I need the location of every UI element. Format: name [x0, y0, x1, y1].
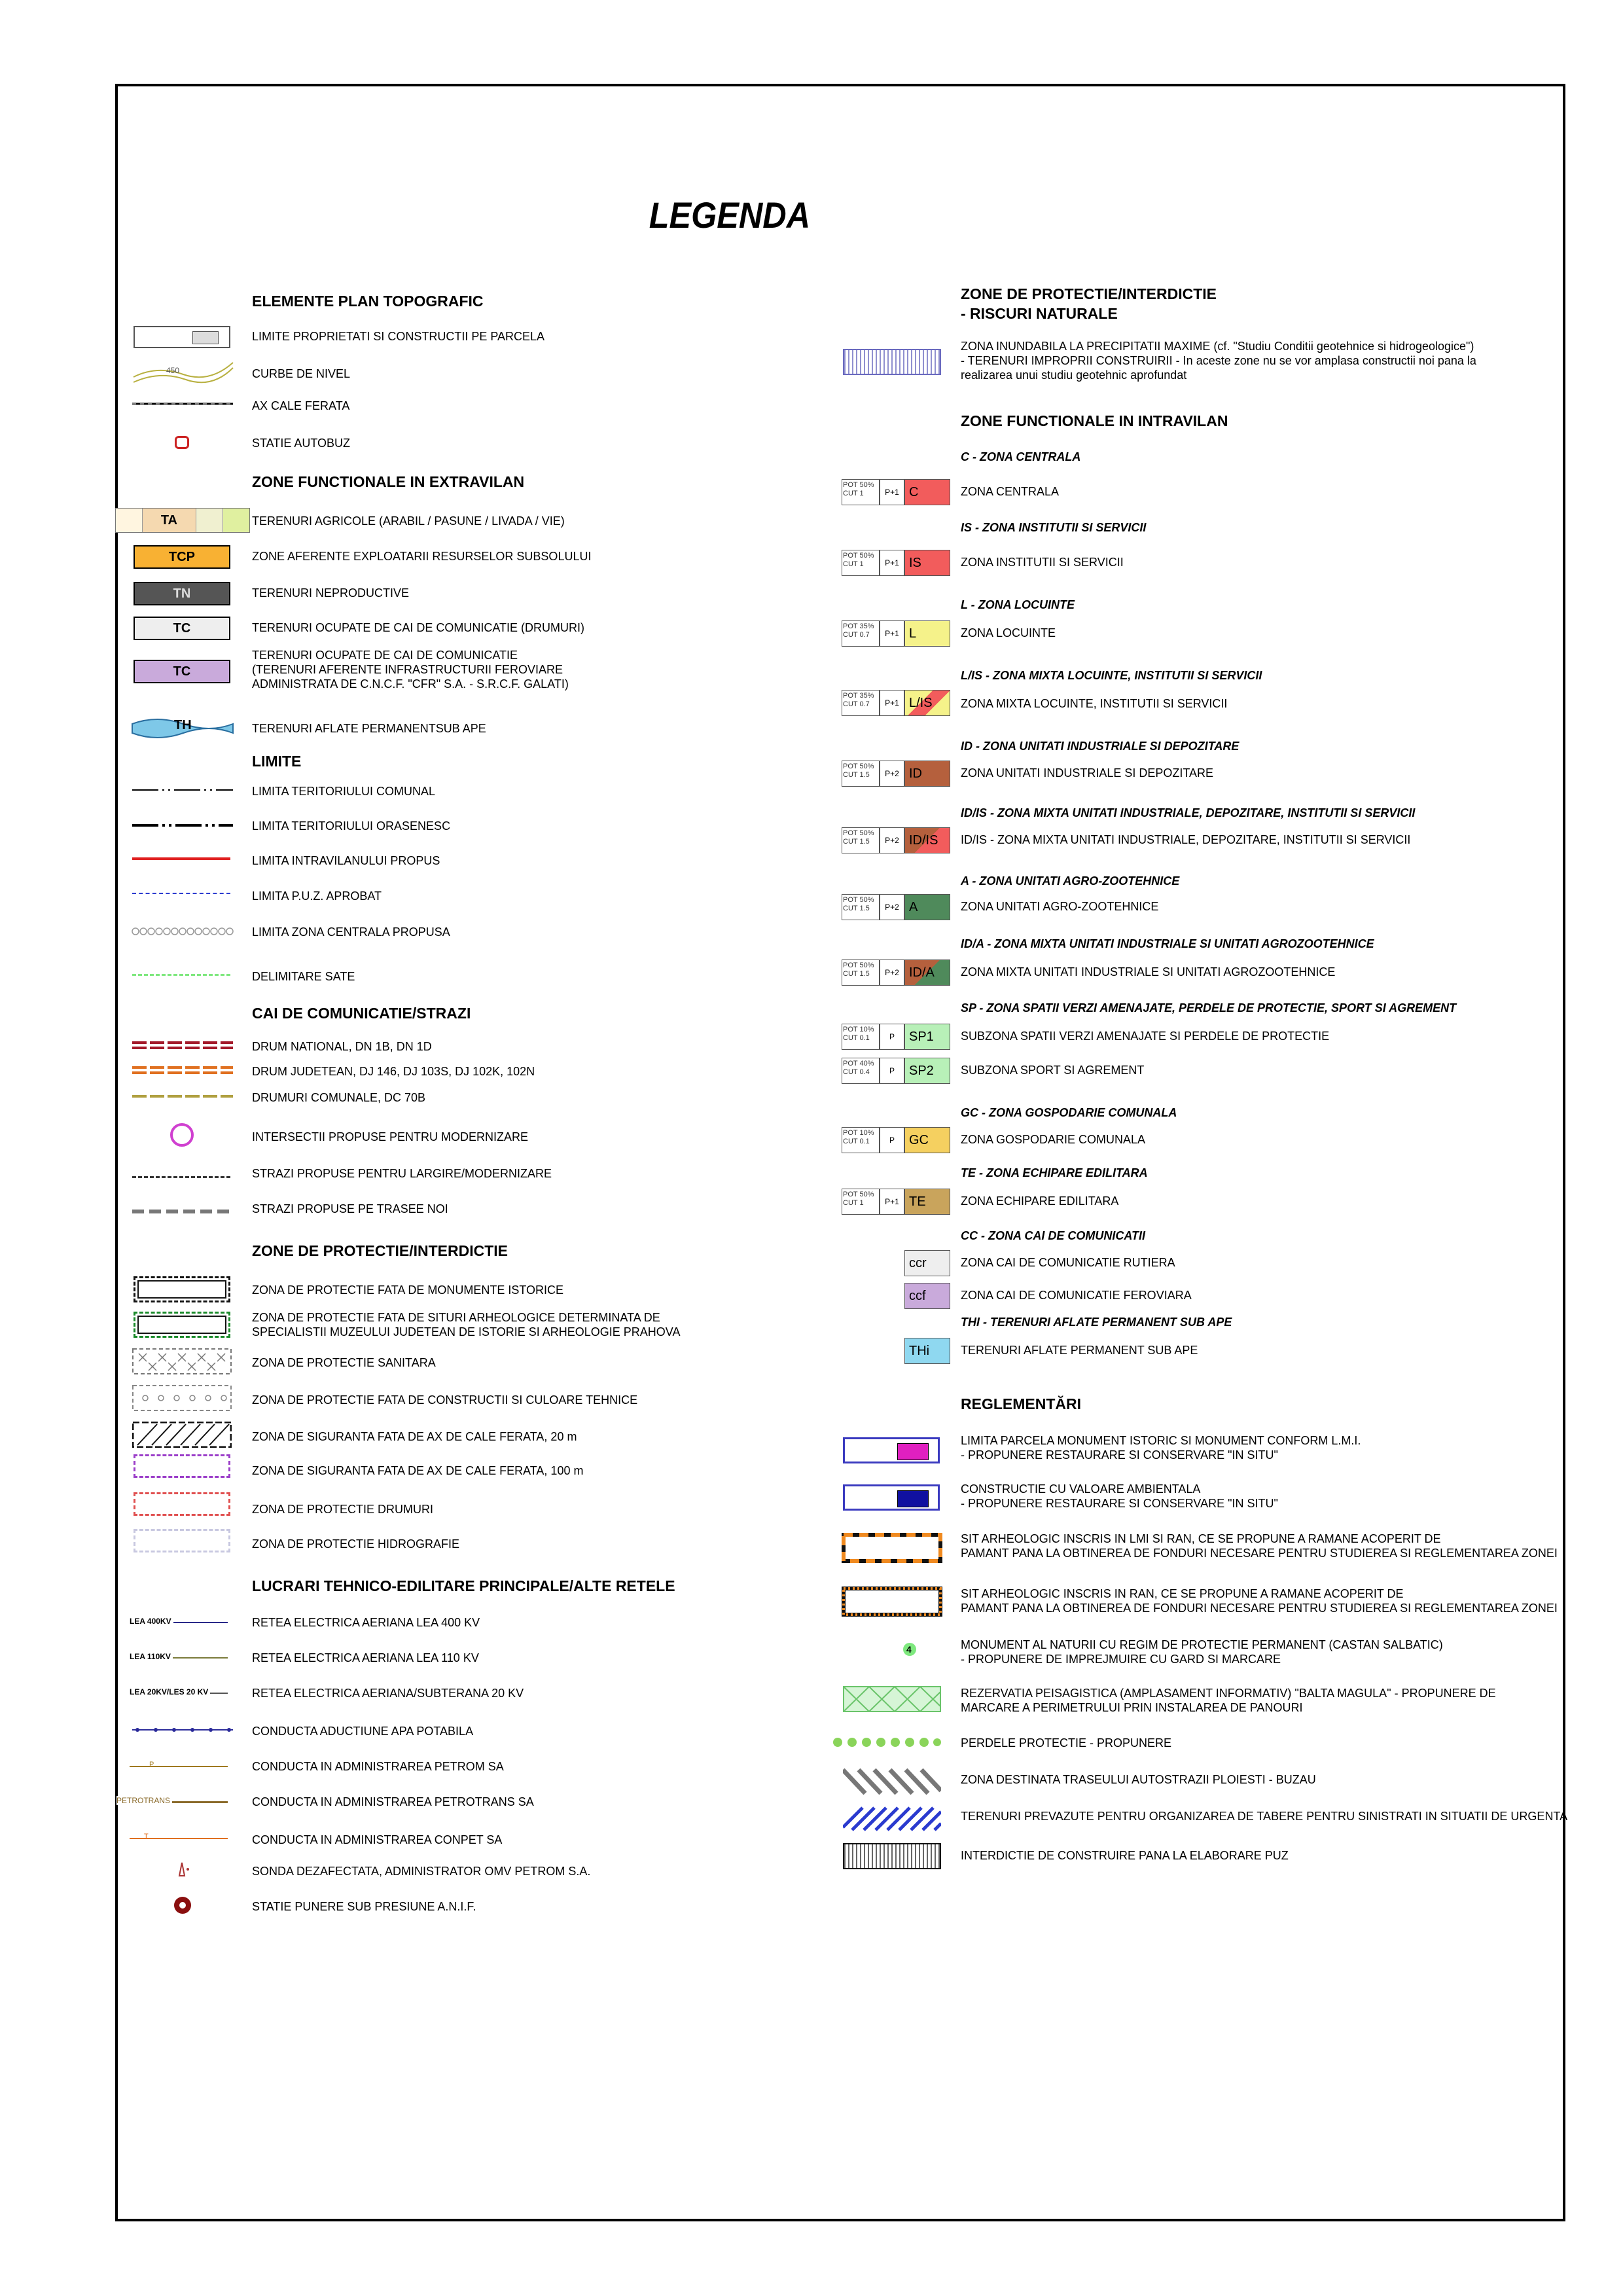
zone-code: L [904, 620, 950, 647]
contour-lines-symbol [131, 359, 236, 385]
reglementari-label: SIT ARHEOLOGIC INSCRIS IN LMI SI RAN, CE SE PROPUNE A RAMANE ACOPERIT DE PAMANT PANA LA OBTINEREA DE FONDURI NECESARE PENTRU STUDIEREA SI REGLEMENTAREA ZONEI [961, 1532, 1558, 1560]
street-widening-line [132, 1176, 230, 1178]
reglementari-label: TERENURI PREVAZUTE PENTRU ORGANIZAREA DE TABERE PENTRU SINISTRATI IN SITUATII DE URGENTA [961, 1810, 1568, 1823]
extravilan-label: TERENURI AFLATE PERMANENTSUB APE [252, 722, 486, 735]
limite-label: LIMITA INTRAVILANULUI PROPUS [252, 854, 440, 867]
town-limit-line [131, 822, 236, 829]
railway-axis-symbol [131, 399, 236, 408]
lucrari-label: RETEA ELECTRICA AERIANA LEA 110 KV [252, 1651, 479, 1664]
topo-label: AX CALE FERATA [252, 399, 350, 412]
tn-swatch: TN [134, 582, 230, 605]
topo-label: LIMITE PROPRIETATI SI CONSTRUCTII PE PARCELA [252, 330, 545, 343]
zone-code: IS [904, 550, 950, 576]
lucrari-label: CONDUCTA IN ADMINISTRAREA PETROTRANS SA [252, 1795, 534, 1808]
technical-protection-symbol [132, 1385, 232, 1411]
water-land-swatch [131, 713, 236, 740]
extravilan-label: TERENURI OCUPATE DE CAI DE COMUNICATIE (DRUMURI) [252, 621, 585, 634]
cc-label: ZONA CAI DE COMUNICATIE FEROVIARA [961, 1289, 1192, 1302]
limite-label: LIMITA TERITORIULUI COMUNAL [252, 785, 436, 798]
lucrari-label: STATIE PUNERE SUB PRESIUNE A.N.I.F. [252, 1900, 476, 1913]
limite-label: LIMITA TERITORIULUI ORASENESC [252, 819, 451, 833]
extravilan-label: TERENURI OCUPATE DE CAI DE COMUNICATIE (TERENURI AFERENTE INFRASTRUCTURII FEROVIARE ADMINISTRATA DE C.N.C.F. "CFR" S.A. - S.R.C.F. GALATI) [252, 649, 569, 691]
lea-110-line: LEA 110KV [130, 1653, 228, 1662]
commune-limit-line [131, 787, 236, 793]
county-road-line [131, 1066, 236, 1075]
monument-parcel-symbol [843, 1437, 940, 1463]
thi-label: TERENURI AFLATE PERMANENT SUB APE [961, 1344, 1198, 1357]
reglementari-label: CONSTRUCTIE CU VALOARE AMBIENTALA - PROPUNERE RESTAURARE SI CONSERVARE "IN SITU" [961, 1482, 1278, 1510]
hydro-protection-symbol [134, 1529, 230, 1552]
thi-swatch: THi [904, 1338, 950, 1364]
protectie-label: ZONA DE SIGURANTA FATA DE AX DE CALE FERATA, 100 m [252, 1464, 584, 1477]
cai-label: INTERSECTII PROPUSE PENTRU MODERNIZARE [252, 1130, 529, 1143]
legend-title: LEGENDA [649, 194, 811, 236]
svg-text:4: 4 [906, 1644, 912, 1655]
lucrari-label: CONDUCTA ADUCTIUNE APA POTABILA [252, 1725, 474, 1738]
water-pipe-line [131, 1725, 236, 1734]
national-road-line [131, 1041, 236, 1050]
extravilan-section-title: ZONE FUNCTIONALE IN EXTRAVILAN [252, 473, 525, 490]
lucrari-section-title: LUCRARI TEHNICO-EDILITARE PRINCIPALE/ALTE RETELE [252, 1577, 675, 1594]
tc-road-swatch: TC [134, 617, 230, 640]
petrom-pipe-line: P [130, 1762, 228, 1771]
landscape-reserve-symbol [843, 1686, 941, 1712]
cai-label: DRUMURI COMUNALE, DC 70B [252, 1091, 426, 1104]
th-code: TH [174, 718, 192, 732]
road-protection-symbol [134, 1492, 230, 1516]
protectie-label: ZONA DE PROTECTIE FATA DE SITURI ARHEOLOGICE DETERMINATA DE SPECIALISTII MUZEULUI JUDETEAN DE ISTORIE SI ARHEOLOGIE PRAHOVA [252, 1311, 681, 1338]
limite-label: DELIMITARE SATE [252, 970, 355, 983]
protectie-label: ZONA DE PROTECTIE SANITARA [252, 1356, 436, 1369]
lucrari-label: CONDUCTA IN ADMINISTRAREA PETROM SA [252, 1760, 504, 1773]
topo-label: STATIE AUTOBUZ [252, 437, 351, 450]
construction-ban-symbol [843, 1843, 941, 1869]
parcel-limit-symbol [134, 326, 230, 348]
archaeological-site-ran-symbol [842, 1587, 942, 1617]
risc-section-subtitle: - RISCURI NATURALE [961, 305, 1118, 322]
archaeology-protection-symbol [134, 1312, 230, 1338]
protectie-label: ZONA DE SIGURANTA FATA DE AX DE CALE FERATA, 20 m [252, 1430, 577, 1443]
limite-section-title: LIMITE [252, 753, 302, 770]
new-street-line [131, 1208, 236, 1215]
protectie-label: ZONA DE PROTECTIE HIDROGRAFIE [252, 1537, 460, 1551]
zone-code: ID/A [904, 960, 950, 986]
extravilan-label: TERENURI AGRICOLE (ARABIL / PASUNE / LIVADA / VIE) [252, 514, 565, 528]
zone-code: GC [904, 1127, 950, 1153]
cai-label: STRAZI PROPUSE PENTRU LARGIRE/MODERNIZARE [252, 1167, 552, 1180]
cc-label: ZONA CAI DE COMUNICATIE RUTIERA [961, 1256, 1175, 1269]
emergency-camp-symbol [843, 1805, 941, 1831]
reglementari-label: INTERDICTIE DE CONSTRUIRE PANA LA ELABORARE PUZ [961, 1849, 1289, 1862]
protectie-section-title: ZONE DE PROTECTIE/INTERDICTIE [252, 1242, 508, 1259]
sp-subtitle: SP - ZONA SPATII VERZI AMENAJATE, PERDELE DE PROTECTIE, SPORT SI AGREMENT [961, 1001, 1457, 1014]
protectie-label: ZONA DE PROTECTIE FATA DE CONSTRUCTII SI CULOARE TEHNICE [252, 1393, 638, 1407]
lucrari-label: CONDUCTA IN ADMINISTRAREA CONPET SA [252, 1833, 503, 1846]
lea-20-line: LEA 20KV/LES 20 KV [130, 1689, 228, 1698]
ccf-swatch: ccf [904, 1283, 950, 1309]
ta-code: TA [143, 509, 196, 532]
flood-zone-swatch [843, 349, 941, 375]
rail-safety-20m-symbol [132, 1422, 232, 1448]
cai-label: DRUM NATIONAL, DN 1B, DN 1D [252, 1040, 432, 1053]
ccr-swatch: ccr [904, 1250, 950, 1276]
villages-delimit-line [132, 974, 230, 976]
zone-code: ID [904, 761, 950, 787]
zone-code: SP2 [904, 1058, 950, 1084]
bus-stop-icon [175, 436, 189, 449]
zone-code: C [904, 479, 950, 505]
rail-safety-100m-symbol [134, 1454, 230, 1478]
reglementari-label: SIT ARHEOLOGIC INSCRIS IN RAN, CE SE PROPUNE A RAMANE ACOPERIT DE PAMANT PANA LA OBTINEREA DE FONDURI NECESARE PENTRU STUDIEREA SI REGLEMENTAREA ZONEI [961, 1587, 1558, 1615]
topo-section-title: ELEMENTE PLAN TOPOGRAFIC [252, 293, 484, 310]
tcp-swatch: TCP [134, 545, 230, 569]
lucrari-label: RETEA ELECTRICA AERIANA/SUBTERANA 20 KV [252, 1687, 524, 1700]
extravilan-label: TERENURI NEPRODUCTIVE [252, 586, 410, 600]
thi-subtitle: THI - TERENURI AFLATE PERMANENT SUB APE [961, 1316, 1232, 1329]
topo-label: CURBE DE NIVEL [252, 367, 351, 380]
cai-label: STRAZI PROPUSE PE TRASEE NOI [252, 1202, 448, 1215]
reglementari-section-title: REGLEMENTĂRI [961, 1395, 1081, 1412]
nature-monument-icon [902, 1641, 918, 1657]
cc-subtitle: CC - ZONA CAI DE COMUNICATII [961, 1229, 1145, 1242]
sanitary-protection-symbol [132, 1348, 232, 1374]
risc-label: ZONA INUNDABILA LA PRECIPITATII MAXIME (cf. "Studiu Conditii geotehnice si hidrogeologice") - TERENURI IMPROPRII CONSTRUIRII - In aceste zone nu se vor amplasa constructii noi pana la realizarea unui studiu geotehnic aprofundat [961, 340, 1476, 382]
protection-curtain-symbol [832, 1736, 941, 1749]
curve-level-label: 450 [166, 366, 180, 375]
protectie-label: ZONA DE PROTECTIE FATA DE MONUMENTE ISTORICE [252, 1283, 564, 1297]
intravilan-limit-line [132, 857, 230, 860]
lucrari-label: RETEA ELECTRICA AERIANA LEA 400 KV [252, 1616, 480, 1629]
ambient-construction-symbol [843, 1484, 940, 1511]
monument-protection-symbol [134, 1276, 230, 1302]
reglementari-label: MONUMENT AL NATURII CU REGIM DE PROTECTIE PERMANENT (CASTAN SALBATIC) - PROPUNERE DE IMPREJMUIRE CU GARD SI MARCARE [961, 1638, 1443, 1666]
cai-section-title: CAI DE COMUNICATIE/STRAZI [252, 1005, 471, 1022]
central-zone-limit-line [131, 927, 236, 936]
highway-route-symbol [843, 1767, 941, 1795]
petrotrans-pipe-line: PETROTRANS [116, 1797, 228, 1806]
limite-label: LIMITA P.U.Z. APROBAT [252, 889, 382, 903]
communal-road-line [131, 1093, 236, 1100]
zone-code: ID/IS [904, 827, 950, 853]
zone-code: A [904, 894, 950, 920]
conpet-pipe-line: T [130, 1834, 228, 1843]
zone-code: L/IS [904, 690, 950, 716]
intersection-circle-icon [168, 1121, 196, 1149]
reglementari-label: REZERVATIA PEISAGISTICA (AMPLASAMENT INFORMATIV) "BALTA MAGULA" - PROPUNERE DE MARCARE A PERIMETRULUI PRIN INSTALAREA DE PANOURI [961, 1687, 1496, 1714]
abandoned-well-icon [175, 1860, 191, 1878]
pressure-station-icon [171, 1894, 194, 1916]
reglementari-label: PERDELE PROTECTIE - PROPUNERE [961, 1736, 1172, 1749]
zone-code: TE [904, 1189, 950, 1215]
zone-code: SP1 [904, 1024, 950, 1050]
limite-label: LIMITA ZONA CENTRALA PROPUSA [252, 925, 450, 939]
intravilan-section-title: ZONE FUNCTIONALE IN INTRAVILAN [961, 412, 1228, 429]
lea-400-line: LEA 400KV [130, 1618, 228, 1627]
protectie-label: ZONA DE PROTECTIE DRUMURI [252, 1503, 434, 1516]
risc-section-title: ZONE DE PROTECTIE/INTERDICTIE [961, 285, 1217, 302]
tc-rail-swatch: TC [134, 660, 230, 683]
reglementari-label: LIMITA PARCELA MONUMENT ISTORIC SI MONUMENT CONFORM L.M.I. - PROPUNERE RESTAURARE SI CONSERVARE "IN SITU" [961, 1434, 1361, 1462]
extravilan-label: ZONE AFERENTE EXPLOATARII RESURSELOR SUBSOLULUI [252, 550, 592, 563]
agricultural-land-swatch [115, 508, 250, 533]
puz-limit-line [132, 893, 230, 894]
cai-label: DRUM JUDETEAN, DJ 146, DJ 103S, DJ 102K, 102N [252, 1065, 535, 1078]
reglementari-label: ZONA DESTINATA TRASEULUI AUTOSTRAZII PLOIESTI - BUZAU [961, 1773, 1316, 1786]
archaeological-site-lmi-symbol [842, 1533, 942, 1563]
lucrari-label: SONDA DEZAFECTATA, ADMINISTRATOR OMV PETROM S.A. [252, 1865, 591, 1878]
